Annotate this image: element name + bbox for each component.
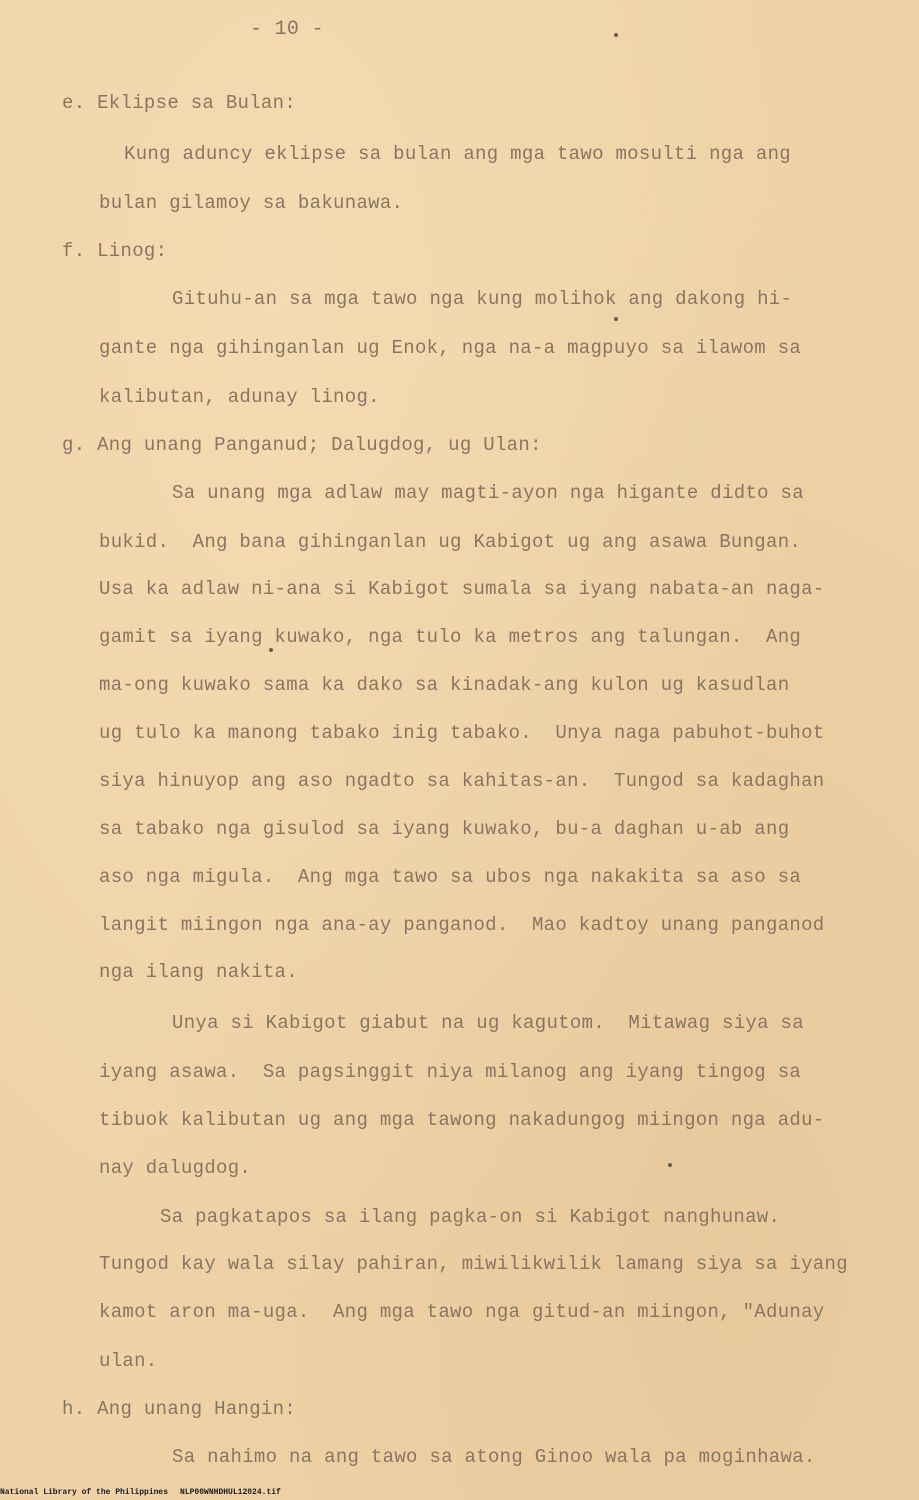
paragraph-line: kalibutan, adunay linog. <box>99 386 380 408</box>
paragraph-line: bukid. Ang bana gihinganlan ug Kabigot ug ang asawa Bungan. <box>99 531 802 553</box>
paragraph-line: Unya si Kabigot giabut na ug kagutom. Mitawag siya sa <box>172 1012 804 1034</box>
paragraph-line: nay dalugdog. <box>99 1157 252 1179</box>
footer-filename: NLP00WNHDHUL12024.tif <box>180 1488 281 1497</box>
paragraph-line: Kung aduncy eklipse sa bulan ang mga tawo mosulti nga ang <box>124 143 792 165</box>
paragraph-line: gante nga gihinganlan ug Enok, nga na-a magpuyo sa ilawom sa <box>99 337 802 359</box>
paragraph-line: kamot aron ma-uga. Ang mga tawo nga gitud-an miingon, "Adunay <box>99 1301 825 1323</box>
paragraph-line: siya hinuyop ang aso ngadto sa kahitas-an. Tungod sa kadaghan <box>99 770 825 792</box>
footer-library: National Library of the Philippines <box>0 1488 169 1497</box>
paragraph-line: ug tulo ka manong tabako inig tabako. Unya naga pabuhot-buhot <box>99 722 825 744</box>
paragraph-line: ulan. <box>99 1350 158 1372</box>
paragraph-line: bulan gilamoy sa bakunawa. <box>99 192 404 214</box>
paragraph-line: Sa nahimo na ang tawo sa atong Ginoo wala pa moginhawa. <box>172 1446 816 1468</box>
heading-h-hangin: h. Ang unang Hangin: <box>62 1398 297 1420</box>
heading-e-eklipse: e. Eklipse sa Bulan: <box>62 92 297 114</box>
paragraph-line: nga ilang nakita. <box>99 961 298 983</box>
heading-f-linog: f. Linog: <box>62 240 168 262</box>
paragraph-line: Sa unang mga adlaw may magti-ayon nga higante didto sa <box>172 482 804 504</box>
paper-speck <box>668 1163 672 1167</box>
paragraph-line: gamit sa iyang kuwako, nga tulo ka metros ang talungan. Ang <box>99 626 802 648</box>
heading-g-panganud: g. Ang unang Panganud; Dalugdog, ug Ulan: <box>62 434 542 456</box>
paper-speck <box>614 317 618 321</box>
paragraph-line: tibuok kalibutan ug ang mga tawong nakadungog miingon nga adu- <box>99 1109 825 1131</box>
paragraph-line: iyang asawa. Sa pagsinggit niya milanog ang iyang tingog sa <box>99 1061 802 1083</box>
paragraph-line: sa tabako nga gisulod sa iyang kuwako, bu-a daghan u-ab ang <box>99 818 790 840</box>
paragraph-line: Sa pagkatapos sa ilang pagka-on si Kabigot nanghunaw. <box>160 1206 781 1228</box>
paragraph-line: langit miingon nga ana-ay panganod. Mao kadtoy unang panganod <box>99 914 825 936</box>
paragraph-line: Tungod kay wala silay pahiran, miwilikwilik lamang siya sa iyang <box>99 1253 848 1275</box>
paragraph-line: aso nga migula. Ang mga tawo sa ubos nga nakakita sa aso sa <box>99 866 802 888</box>
paper-speck <box>269 648 273 652</box>
paragraph-line: ma-ong kuwako sama ka dako sa kinadak-ang kulon ug kasudlan <box>99 674 790 696</box>
paragraph-line: Usa ka adlaw ni-ana si Kabigot sumala sa iyang nabata-an naga- <box>99 578 825 600</box>
scan-footer <box>0 1488 293 1497</box>
page-number: - 10 - <box>250 18 324 41</box>
paragraph-line: Gituhu-an sa mga tawo nga kung molihok ang dakong hi- <box>172 288 793 310</box>
paper-speck <box>614 33 618 37</box>
